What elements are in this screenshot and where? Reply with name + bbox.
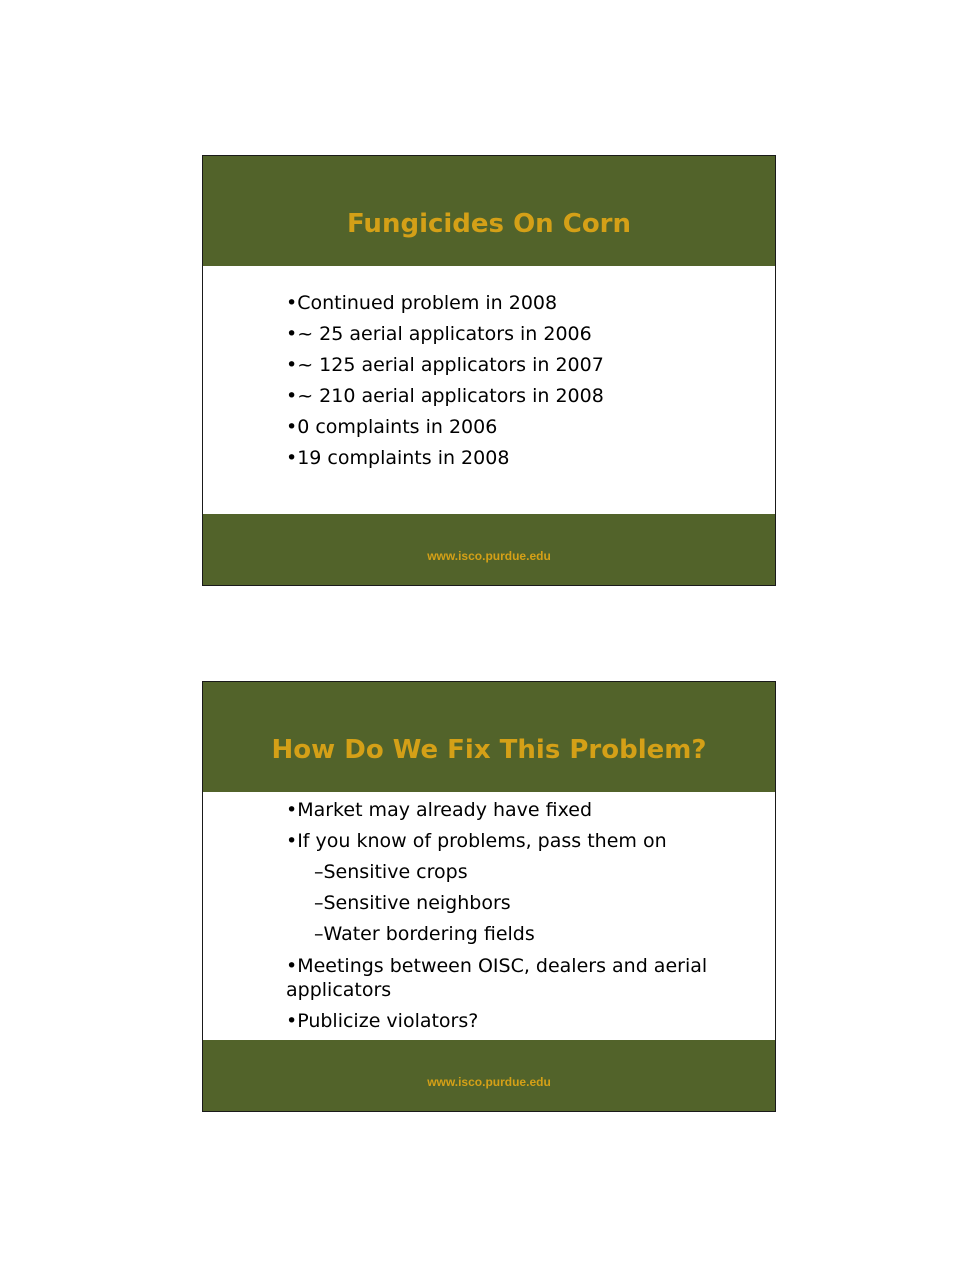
sub-bullet-item: –Sensitive crops [314,861,468,883]
bullet-item: •~ 210 aerial applicators in 2008 [286,385,604,407]
slide-how-do-we-fix [202,681,776,1112]
slide-footer [203,514,775,585]
bullet-item: •Market may already have fixed [286,799,593,821]
bullet-item: •19 complaints in 2008 [286,447,510,469]
bullet-list [286,795,765,1037]
slide-footer [203,1040,775,1111]
sub-bullet-item: –Water bordering fields [314,923,535,945]
footer-url: www.isco.purdue.edu [427,1075,551,1089]
bullet-item: •Publicize violators? [286,1010,479,1032]
bullet-item: •Continued problem in 2008 [286,292,558,314]
bullet-list [286,288,765,474]
bullet-item: •If you know of problems, pass them on [286,830,667,852]
sub-bullet-item: –Sensitive neighbors [314,892,511,914]
slide-header [203,682,775,792]
bullet-item: •~ 125 aerial applicators in 2007 [286,354,604,376]
slide-title: How Do We Fix This Problem? [271,735,707,765]
slide-fungicides-on-corn [202,155,776,586]
slide-title: Fungicides On Corn [346,209,632,239]
bullet-item: •Meetings between OISC, dealers and aerial applicators [286,955,708,1001]
footer-url: www.isco.purdue.edu [427,549,551,563]
bullet-item: •~ 25 aerial applicators in 2006 [286,323,592,345]
slide-header [203,156,775,266]
bullet-item: •0 complaints in 2006 [286,416,498,438]
